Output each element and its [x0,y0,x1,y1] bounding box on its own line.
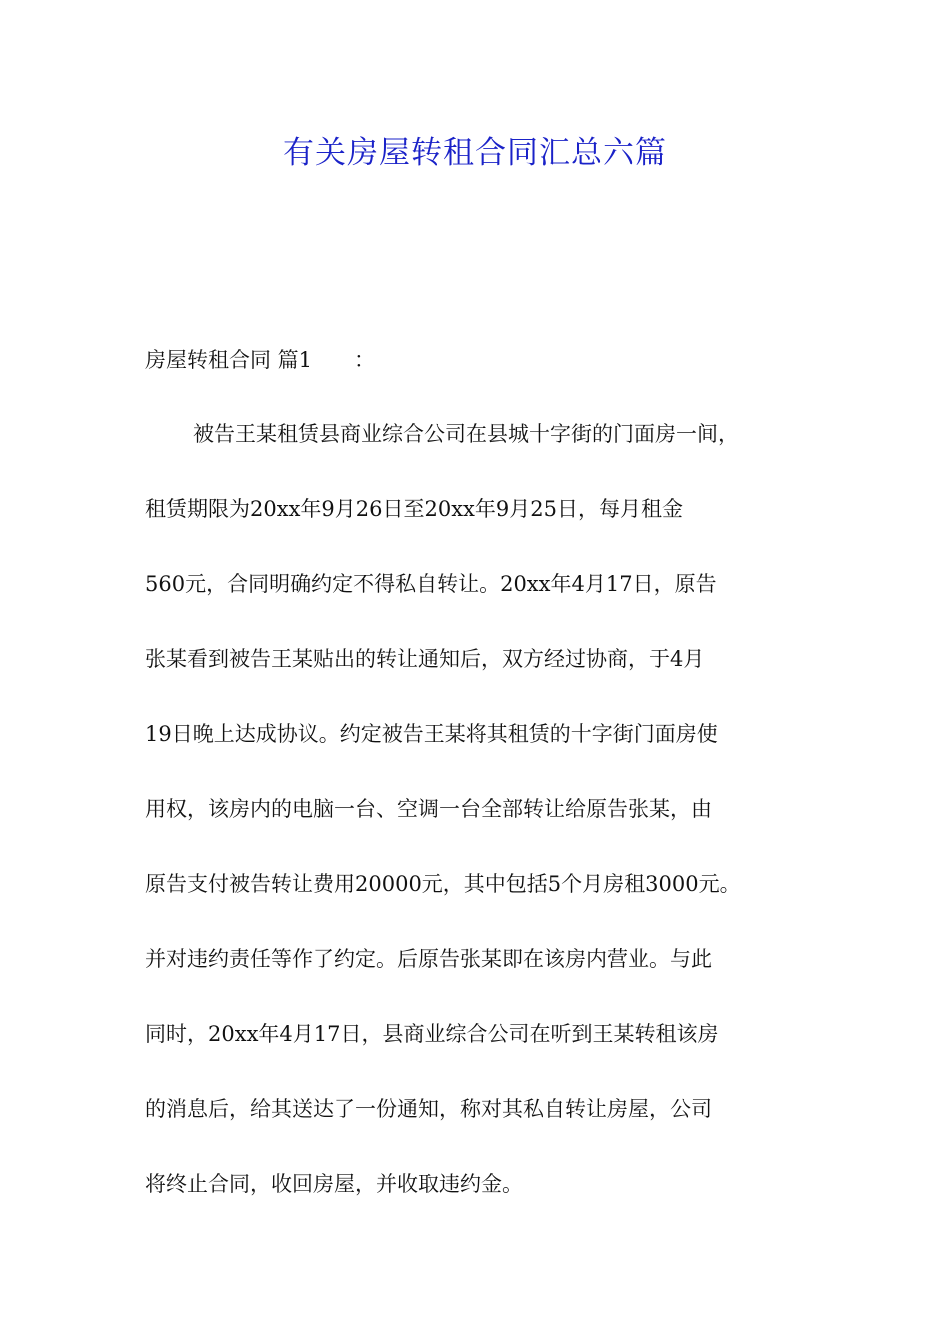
paragraph-line: 同时，20xx年4月17日，县商业综合公司在听到王某转租该房 [145,1022,719,1046]
paragraph-line: 用权，该房内的电脑一台、空调一台全部转让给原告张某，由 [145,797,712,821]
section-heading [145,340,375,380]
document-body [145,414,810,1239]
paragraph-line: 并对违约责任等作了约定。后原告张某即在该房内营业。与此 [145,947,712,971]
paragraph-line: 的消息后，给其送达了一份通知，称对其私自转让房屋，公司 [145,1097,712,1121]
paragraph-line: 560元，合同明确约定不得私自转让。20xx年4月17日，原告 [145,572,717,596]
document-title: 有关房屋转租合同汇总六篇 [283,135,667,171]
section-heading-text: 房屋转租合同 篇1 [145,348,313,372]
paragraph-line: 19日晚上达成协议。约定被告王某将其租赁的十字街门面房使 [145,722,718,746]
paragraph-line: 被告王某租赁县商业综合公司在县城十字街的门面房一间， [193,422,739,446]
paragraph-line: 原告支付被告转让费用20000元，其中包括5个月房租3000元。 [145,872,741,896]
paragraph-line: 租赁期限为20xx年9月26日至20xx年9月25日，每月租金 [145,497,683,521]
paragraph-line: 将终止合同，收回房屋，并收取违约金。 [145,1172,523,1196]
paragraph-line: 张某看到被告王某贴出的转让通知后，双方经过协商，于4月 [145,647,705,671]
section-heading-colon: ： [354,348,376,372]
